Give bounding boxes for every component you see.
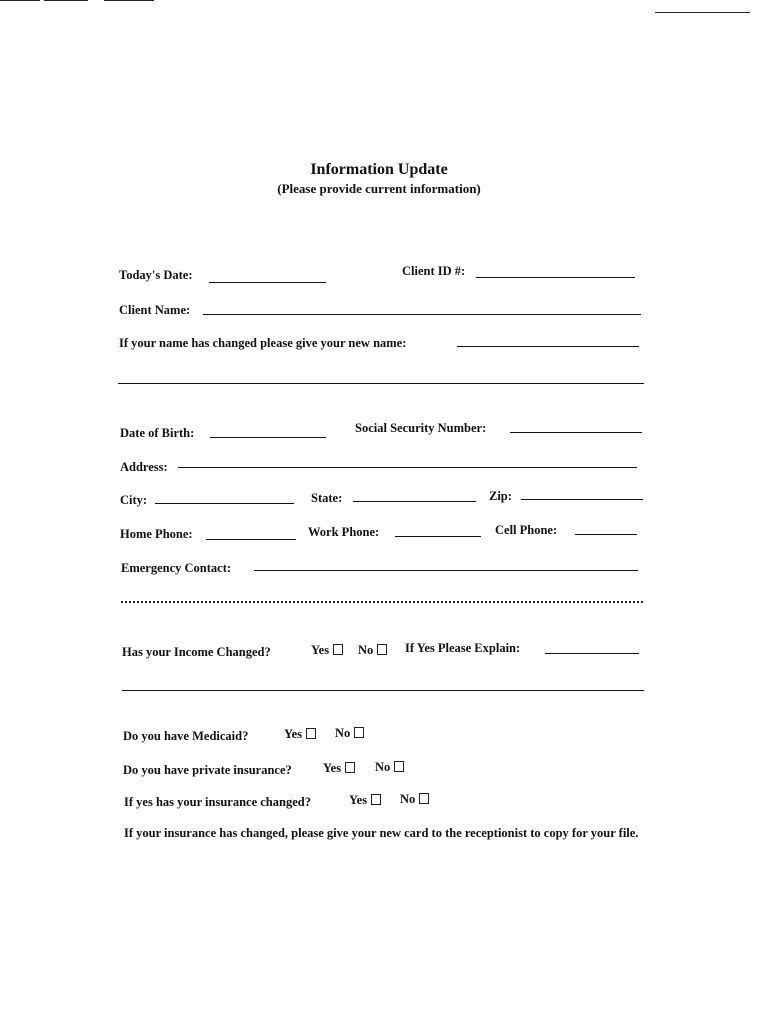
cell-phone-field[interactable] [575,534,637,535]
income-explain-field-continued[interactable] [122,690,644,691]
income-changed-question: Has your Income Changed? [122,645,271,659]
no-label: No [358,643,374,657]
todays-date-field[interactable] [209,282,326,283]
income-yes-option[interactable] [311,642,343,658]
if-yes-explain-label: If Yes Please Explain: [405,641,521,655]
state-field[interactable] [353,501,476,502]
address-label: Address: [120,460,168,474]
client-name-label: Client Name: [119,303,191,317]
dob-label: Date of Birth: [120,426,195,440]
no-label: No [375,760,391,774]
work-phone-label: Work Phone: [308,525,380,539]
yes-label: Yes [311,643,330,657]
emergency-contact-field[interactable] [254,570,638,571]
insurance-changed-no-checkbox[interactable] [419,793,429,804]
form-title: Information Update [310,161,448,178]
private-insurance-no-checkbox[interactable] [394,761,404,772]
home-phone-field[interactable] [206,539,296,540]
client-id-label: Client ID #: [402,264,466,278]
medicaid-question: Do you have Medicaid? [123,729,249,743]
work-phone-field[interactable] [395,536,481,537]
name-changed-label: If your name has changed please give your new name: [119,336,407,350]
yes-label: Yes [349,793,368,807]
yes-label: Yes [323,761,342,775]
home-phone-label: Home Phone: [120,527,193,541]
dob-field[interactable] [210,437,326,438]
new-name-field[interactable] [457,346,639,347]
ssn-field[interactable] [510,432,642,433]
scan-artifact-line [104,0,154,1]
scan-artifact-line [655,12,750,13]
zip-field[interactable] [521,499,643,500]
address-field[interactable] [178,467,637,468]
city-field[interactable] [155,503,294,504]
private-insurance-no-option[interactable] [375,759,404,775]
scan-artifact-line [44,0,88,1]
medicaid-yes-option[interactable] [284,726,316,742]
income-explain-field[interactable] [545,653,639,654]
private-insurance-yes-option[interactable] [323,760,355,776]
insurance-changed-yes-option[interactable] [349,792,381,808]
client-id-field[interactable] [476,277,635,278]
client-name-field[interactable] [203,314,641,315]
zip-label: Zip: [489,489,512,503]
dotted-divider [121,601,643,603]
cell-phone-label: Cell Phone: [495,523,558,537]
scan-artifact-line [0,0,40,1]
todays-date-label: Today's Date: [119,268,193,282]
state-label: State: [311,491,343,505]
no-label: No [400,792,416,806]
no-label: No [335,726,351,740]
medicaid-yes-checkbox[interactable] [306,728,316,739]
private-insurance-yes-checkbox[interactable] [345,762,355,773]
ssn-label: Social Security Number: [355,421,487,435]
yes-label: Yes [284,727,303,741]
medicaid-no-option[interactable] [335,725,364,741]
income-yes-checkbox[interactable] [333,644,343,655]
city-label: City: [120,493,148,507]
insurance-change-note: If your insurance has changed, please give your new card to the receptionist to copy for your file. [124,826,639,840]
insurance-changed-question: If yes has your insurance changed? [124,795,311,809]
new-name-field-continued[interactable] [118,383,644,384]
income-no-checkbox[interactable] [377,644,387,655]
insurance-changed-no-option[interactable] [400,791,429,807]
form-subtitle: (Please provide current information) [277,181,481,196]
medicaid-no-checkbox[interactable] [354,727,364,738]
insurance-changed-yes-checkbox[interactable] [371,794,381,805]
private-insurance-question: Do you have private insurance? [123,763,292,777]
income-no-option[interactable] [358,642,387,658]
emergency-contact-label: Emergency Contact: [121,561,232,575]
